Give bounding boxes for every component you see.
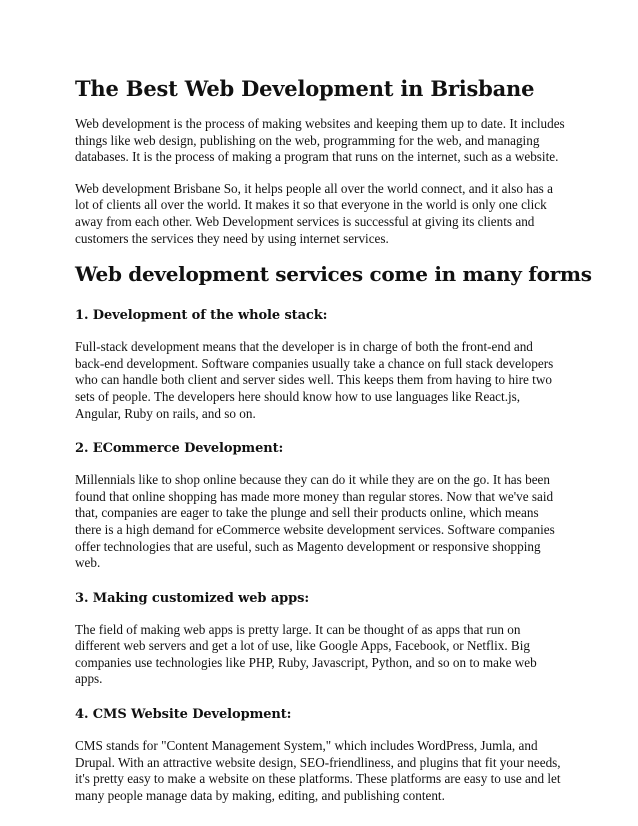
section-body-ecommerce: Millennials like to shop online because they can do it while they are on the go. It has been found that online shopping has made more money than regular stores. Now that we've said that, companies are eager to take the plunge and sell their products online, which means there is a high demand for eCommerce website development services. Software companies offer technologies that are useful, such as Magento development or responsive shopping web. [75,472,555,571]
section-heading-web-apps: 3. Making customized web apps: [75,590,310,606]
section-heading-full-stack: 1. Development of the whole stack: [75,308,328,324]
page-title: The Best Web Development in Brisbane [75,76,535,101]
document-page [75,76,592,804]
intro-paragraph-1: Web development is the process of making websites and keeping them up to date. It includes things like web design, publishing on the web, programming for the web, and managing databases. It is the process of making a program that runs on the internet, such as a website. [75,116,565,165]
section-body-web-apps: The field of making web apps is pretty large. It can be thought of as apps that run on different web servers and get a lot of use, like Google Apps, Facebook, or Netflix. Big companies use technologies like PHP, Ruby, Javascript, Python, and so on to make web apps. [75,621,537,687]
section-body-cms: CMS stands for "Content Management System," which includes WordPress, Jumla, and Drupal. With an attractive website design, SEO-friendliness, and plugins that fit your needs, it's pretty easy to make a website on these platforms. These platforms are easy to use and let many people manage data by making, editing, and publishing content. [75,738,561,803]
intro-paragraph-2: Web development Brisbane So, it helps people all over the world connect, and it also has a lot of clients all over the world. It makes it so that everyone in the world is only one click away from each other. Web Development services is successful at giving its clients and customers the services they need by using internet services. [75,180,553,246]
services-heading: Web development services come in many forms [75,262,592,287]
section-heading-ecommerce: 2. ECommerce Development: [75,441,284,457]
section-body-full-stack: Full-stack development means that the developer is in charge of both the front-end and back-end development. Software companies usually take a chance on full stack developers who can handle both client and server sides well. This keeps them from having to hire two sets of people. The developers here should know how to use languages like React.js, Angular, Ruby on rails, and so on. [75,339,554,421]
section-heading-cms: 4. CMS Website Development: [75,707,292,723]
